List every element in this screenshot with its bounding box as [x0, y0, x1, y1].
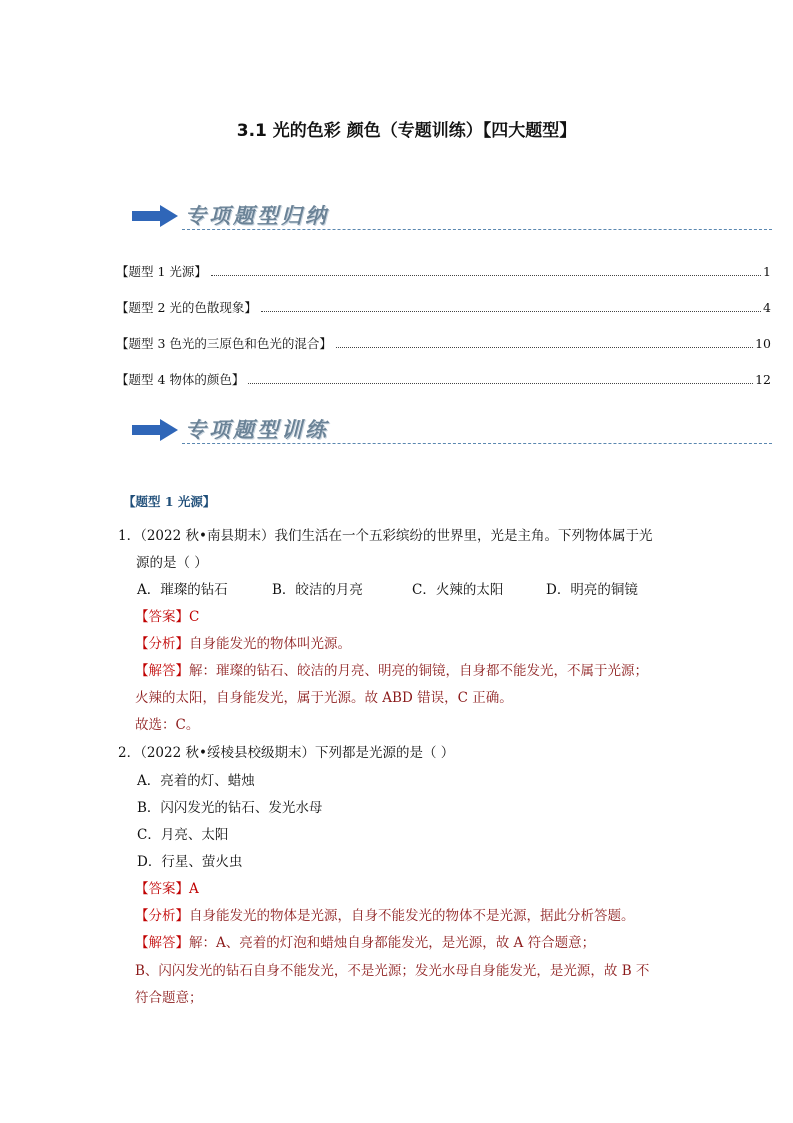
toc-label: 【题型 4 物体的颜色】 — [116, 372, 245, 387]
banner-title: 专项题型训练 — [185, 417, 329, 442]
option-b: B．皎洁的月亮 — [272, 582, 363, 598]
solution-tag: 【解答】 — [135, 663, 189, 679]
dashed-divider — [182, 443, 772, 444]
toc-leader — [248, 382, 753, 384]
dashed-divider — [182, 229, 772, 230]
solution-conclusion: 故选：C。 — [135, 717, 200, 733]
toc-label: 【题型 2 光的色散现象】 — [116, 300, 257, 315]
option-b: B．闪闪发光的钻石、发光水母 — [137, 800, 323, 816]
answer-tag: 【答案】 — [135, 881, 189, 897]
solution-text-cont: B、闪闪发光的钻石自身不能发光，不是光源；发光水母自身能发光，是光源，故 B 不 — [135, 963, 650, 979]
answer-value: C — [189, 609, 200, 625]
option-d: D．明亮的铜镜 — [546, 582, 638, 598]
toc-label: 【题型 3 色光的三原色和色光的混合】 — [116, 336, 332, 351]
analysis-text: 自身能发光的物体是光源，自身不能发光的物体不是光源，据此分析答题。 — [189, 908, 635, 924]
toc-leader — [211, 274, 761, 276]
section-heading: 【题型 1 光源】 — [123, 494, 216, 509]
page-title: 3.1 光的色彩 颜色（专题训练）【四大题型】 — [236, 121, 577, 141]
solution-line — [135, 933, 595, 953]
option-c: C．月亮、太阳 — [137, 827, 229, 843]
toc-item[interactable] — [116, 334, 771, 352]
toc-page: 4 — [763, 300, 771, 315]
solution-line — [135, 661, 648, 681]
toc-leader — [261, 310, 761, 312]
toc-page: 10 — [755, 336, 771, 351]
solution-text-cont: 火辣的太阳，自身能发光，属于光源。故 ABD 错误，C 正确。 — [135, 690, 513, 706]
section-banner-summary — [132, 200, 772, 234]
option-a: A．璀璨的钻石 — [137, 582, 228, 598]
option-a: A．亮着的灯、蜡烛 — [137, 773, 255, 789]
toc-leader — [336, 346, 753, 348]
question-1-stem-cont: 源的是（ ） — [136, 555, 208, 571]
analysis-line — [135, 906, 635, 926]
solution-text-cont: 符合题意； — [135, 990, 203, 1006]
solution-text: 解：A、亮着的灯泡和蜡烛自身都能发光，是光源，故 A 符合题意； — [189, 935, 596, 951]
toc-page: 1 — [763, 264, 771, 279]
banner-title: 专项题型归纳 — [185, 203, 329, 228]
analysis-text: 自身能发光的物体叫光源。 — [189, 636, 351, 652]
toc-page: 12 — [755, 372, 771, 387]
analysis-line — [135, 634, 351, 654]
analysis-tag: 【分析】 — [135, 908, 189, 924]
solution-tag: 【解答】 — [135, 935, 189, 951]
toc-item[interactable] — [116, 370, 771, 388]
arrow-right-icon — [132, 418, 180, 442]
arrow-right-icon — [132, 204, 180, 228]
question-2-stem: 2．（2022 秋•绥棱县校级期末）下列都是光源的是（ ） — [118, 745, 455, 761]
option-c: C．火辣的太阳 — [412, 582, 504, 598]
toc-item[interactable] — [116, 298, 771, 316]
option-d: D．行星、萤火虫 — [137, 854, 243, 870]
section-banner-training — [132, 414, 772, 448]
question-1-stem: 1．（2022 秋•南县期末）我们生活在一个五彩缤纷的世界里，光是主角。下列物体属于光 — [118, 528, 653, 544]
analysis-tag: 【分析】 — [135, 636, 189, 652]
toc-item[interactable] — [116, 262, 771, 280]
solution-text: 解：璀璨的钻石、皎洁的月亮、明亮的铜镜，自身都不能发光，不属于光源； — [189, 663, 648, 679]
answer-tag: 【答案】 — [135, 609, 189, 625]
answer-line — [135, 879, 199, 899]
toc-label: 【题型 1 光源】 — [116, 264, 207, 279]
answer-line — [135, 607, 199, 627]
answer-value: A — [189, 881, 199, 897]
